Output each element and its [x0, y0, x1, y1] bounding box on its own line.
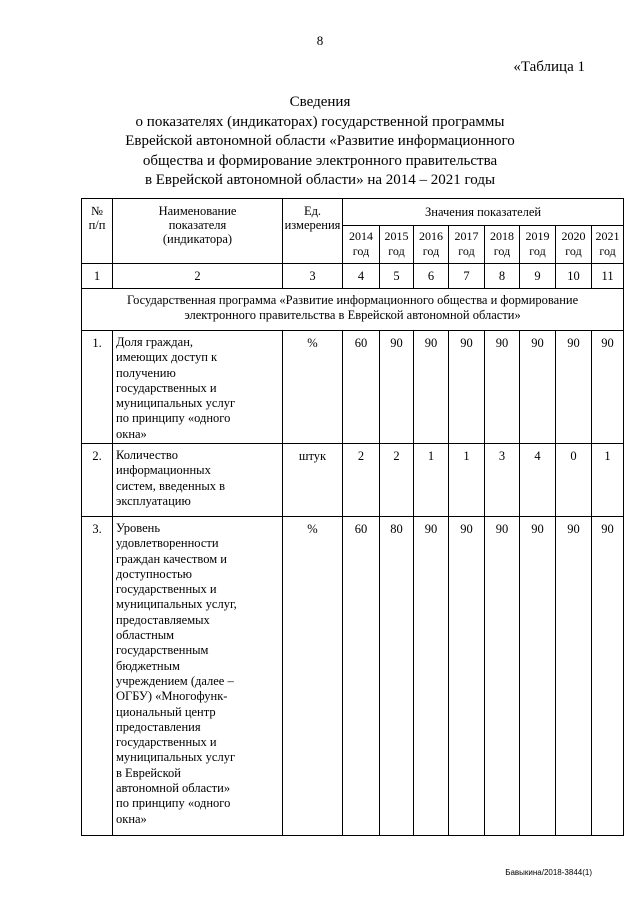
- column-number: 3: [283, 264, 343, 289]
- table-row: [82, 517, 624, 836]
- value-cell: 90: [556, 331, 592, 444]
- header-text: измерения: [284, 218, 341, 232]
- value-cell: 60: [343, 517, 380, 836]
- program-row: [82, 289, 624, 331]
- value-cell: 90: [520, 517, 556, 836]
- value-cell: 1: [414, 444, 449, 517]
- value-cell: 90: [592, 331, 624, 444]
- unit-cell: %: [283, 331, 343, 444]
- value-cell: 90: [449, 517, 485, 836]
- value-cell: 90: [414, 331, 449, 444]
- year-header: 2016 год: [414, 226, 449, 264]
- year-header: 2015 год: [380, 226, 414, 264]
- header-text: Наименование: [158, 204, 237, 218]
- header-values: Значения показателей: [343, 199, 624, 226]
- indicator-name: Количество информационных систем, введенных в эксплуатацию: [113, 444, 283, 517]
- value-cell: 3: [485, 444, 520, 517]
- column-number: 1: [82, 264, 113, 289]
- header-unit: [283, 199, 343, 264]
- column-number: 6: [414, 264, 449, 289]
- column-number: 2: [113, 264, 283, 289]
- year-header: 2020 год: [556, 226, 592, 264]
- header-text: №: [91, 204, 103, 218]
- program-text: электронного правительства в Еврейской автономной области»: [184, 308, 521, 322]
- value-cell: 90: [520, 331, 556, 444]
- unit-cell: %: [283, 517, 343, 836]
- value-cell: 90: [449, 331, 485, 444]
- year-header: 2018 год: [485, 226, 520, 264]
- value-cell: 90: [556, 517, 592, 836]
- column-number: 8: [485, 264, 520, 289]
- table-label: «Таблица 1: [513, 59, 585, 75]
- value-cell: 2: [380, 444, 414, 517]
- year-header: 2021 год: [592, 226, 624, 264]
- document-footer: Бавыкина/2018-3844(1): [505, 868, 592, 877]
- page-title: [0, 93, 640, 191]
- title-line: о показателях (индикаторах) государственной программы: [135, 113, 505, 130]
- page-number: 8: [316, 33, 324, 48]
- title-line: Еврейской автономной области «Развитие информационного: [125, 133, 515, 149]
- title-line: общества и формирование электронного правительства: [142, 152, 498, 169]
- header-name: [113, 199, 283, 264]
- year-header: 2019 год: [520, 226, 556, 264]
- column-number: 10: [556, 264, 592, 289]
- header-num: [82, 199, 113, 264]
- header-text: (индикатора): [162, 232, 233, 246]
- value-cell: 90: [592, 517, 624, 836]
- value-cell: 1: [592, 444, 624, 517]
- value-cell: 1: [449, 444, 485, 517]
- value-cell: 90: [485, 331, 520, 444]
- row-number: 3.: [82, 517, 113, 836]
- table-row: [82, 444, 624, 517]
- indicators-table: [81, 198, 624, 836]
- header-text: показателя: [168, 218, 227, 232]
- value-cell: 90: [485, 517, 520, 836]
- value-cell: 4: [520, 444, 556, 517]
- column-number: 5: [380, 264, 414, 289]
- indicator-name: Доля граждан, имеющих доступ к получению государственных и муниципальных услуг по принципу «одного окна»: [113, 331, 283, 444]
- program-text: Государственная программа «Развитие информационного общества и формирование: [126, 293, 579, 307]
- row-number: 1.: [82, 331, 113, 444]
- column-number: 4: [343, 264, 380, 289]
- header-text: Ед.: [303, 204, 322, 218]
- column-number: 9: [520, 264, 556, 289]
- value-cell: 60: [343, 331, 380, 444]
- row-number: 2.: [82, 444, 113, 517]
- title-line: Сведения: [289, 94, 351, 110]
- value-cell: 2: [343, 444, 380, 517]
- unit-cell: штук: [283, 444, 343, 517]
- table-row: [82, 331, 624, 444]
- value-cell: 90: [414, 517, 449, 836]
- year-header: 2017 год: [449, 226, 485, 264]
- value-cell: 0: [556, 444, 592, 517]
- indicator-name: Уровень удовлетворенности граждан качеством и доступностью государственных и муниципальных услуг, предоставляемых областным государственным бюджетным учреждением (далее – ОГБУ) «Многофунк- циональный центр предоставления государственных и муниципальных услуг в Еврейской автономной области» по принципу «одного окна»: [113, 517, 283, 836]
- value-cell: 90: [380, 331, 414, 444]
- title-line: в Еврейской автономной области» на 2014 – 2021 годы: [144, 172, 496, 188]
- column-number: 11: [592, 264, 624, 289]
- column-number: 7: [449, 264, 485, 289]
- value-cell: 80: [380, 517, 414, 836]
- header-text: п/п: [88, 218, 106, 232]
- year-header: 2014 год: [343, 226, 380, 264]
